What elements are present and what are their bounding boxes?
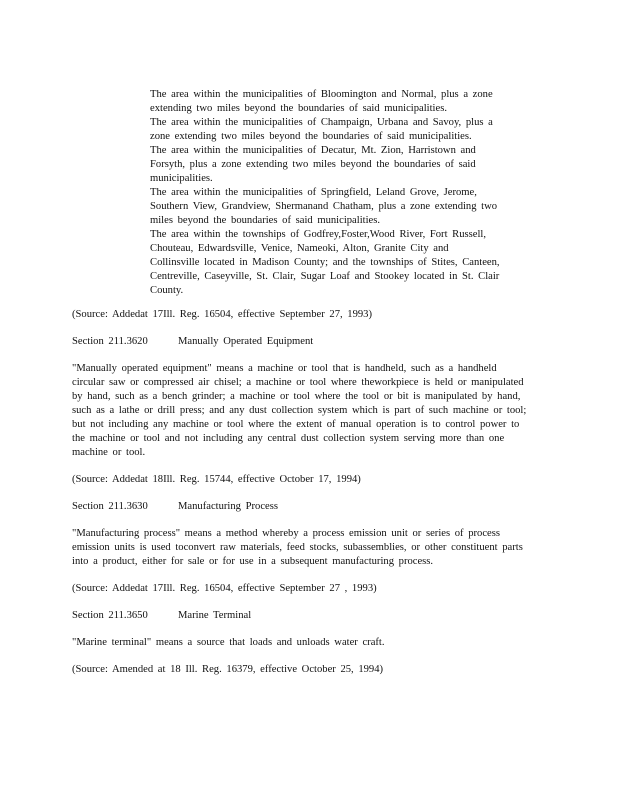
section-number: Section 211.3620 (72, 336, 148, 347)
section-title: Manually Operated Equipment (178, 336, 314, 347)
section-title: Manufacturing Process (178, 501, 278, 512)
section-number: Section 211.3650 (72, 610, 148, 621)
section-heading (72, 335, 532, 349)
section-title: Marine Terminal (178, 610, 252, 621)
area-list (150, 88, 502, 298)
area-item: The area within the municipalities of Bloomington and Normal, plus a zone extending two miles beyond the boundaries of said municipalities. (150, 89, 493, 114)
source-note: (Source: Addedat 18Ill. Reg. 15744, effective October 17, 1994) (72, 474, 361, 485)
section-heading (72, 500, 532, 514)
definitions-body (72, 308, 532, 690)
section-heading (72, 609, 532, 623)
definition-text: "Marine terminal" means a source that loads and unloads water craft. (72, 637, 385, 648)
area-item: The area within the municipalities of Decatur, Mt. Zion, Harristown and Forsyth, plus a zone extending two miles beyond the boundaries of said municipalities. (150, 145, 476, 184)
definition-text: "Manually operated equipment" means a machine or tool that is handheld, such as a handheld circular saw or compressed air chisel; a machine or tool where theworkpiece is held or manipulated by hand, such as a bench grinder; a machine or tool where the tool or bit is manipulated by hand, such as a lathe or drill press; and any dust collection system which is part of such machine or tool; but not including any machine or tool where the extent of manual operation is to control power to the machine or tool and not including any central dust collection system serving more than one machine or tool. (72, 363, 527, 458)
area-item: The area within the townships of Godfrey,Foster,Wood River, Fort Russell, Chouteau, Edwardsville, Venice, Nameoki, Alton, Granite City and Collinsville located in Madison County; and the townships of Stites, Canteen, Centreville, Caseyville, St. Clair, Sugar Loaf and Stookey located in St. Clair County. (150, 229, 500, 296)
source-note: (Source: Addedat 17Ill. Reg. 16504, effective September 27, 1993) (72, 309, 372, 320)
source-note: (Source: Addedat 17Ill. Reg. 16504, effective September 27 , 1993) (72, 583, 377, 594)
section-number: Section 211.3630 (72, 501, 148, 512)
area-item: The area within the municipalities of Springfield, Leland Grove, Jerome, Southern View, Grandview, Shermanand Chatham, plus a zone extending two miles beyond the boundaries of said municipalities. (150, 187, 498, 226)
source-note: (Source: Amended at 18 Ill. Reg. 16379, effective October 25, 1994) (72, 664, 384, 675)
area-item: The area within the municipalities of Champaign, Urbana and Savoy, plus a zone extending two miles beyond the boundaries of said municipalities. (150, 117, 493, 142)
definition-text: "Manufacturing process" means a method whereby a process emission unit or series of process emission units is used toconvert raw materials, feed stocks, subassemblies, or other constituent parts into a product, either for sale or for use in a subsequent manufacturing process. (72, 528, 523, 567)
